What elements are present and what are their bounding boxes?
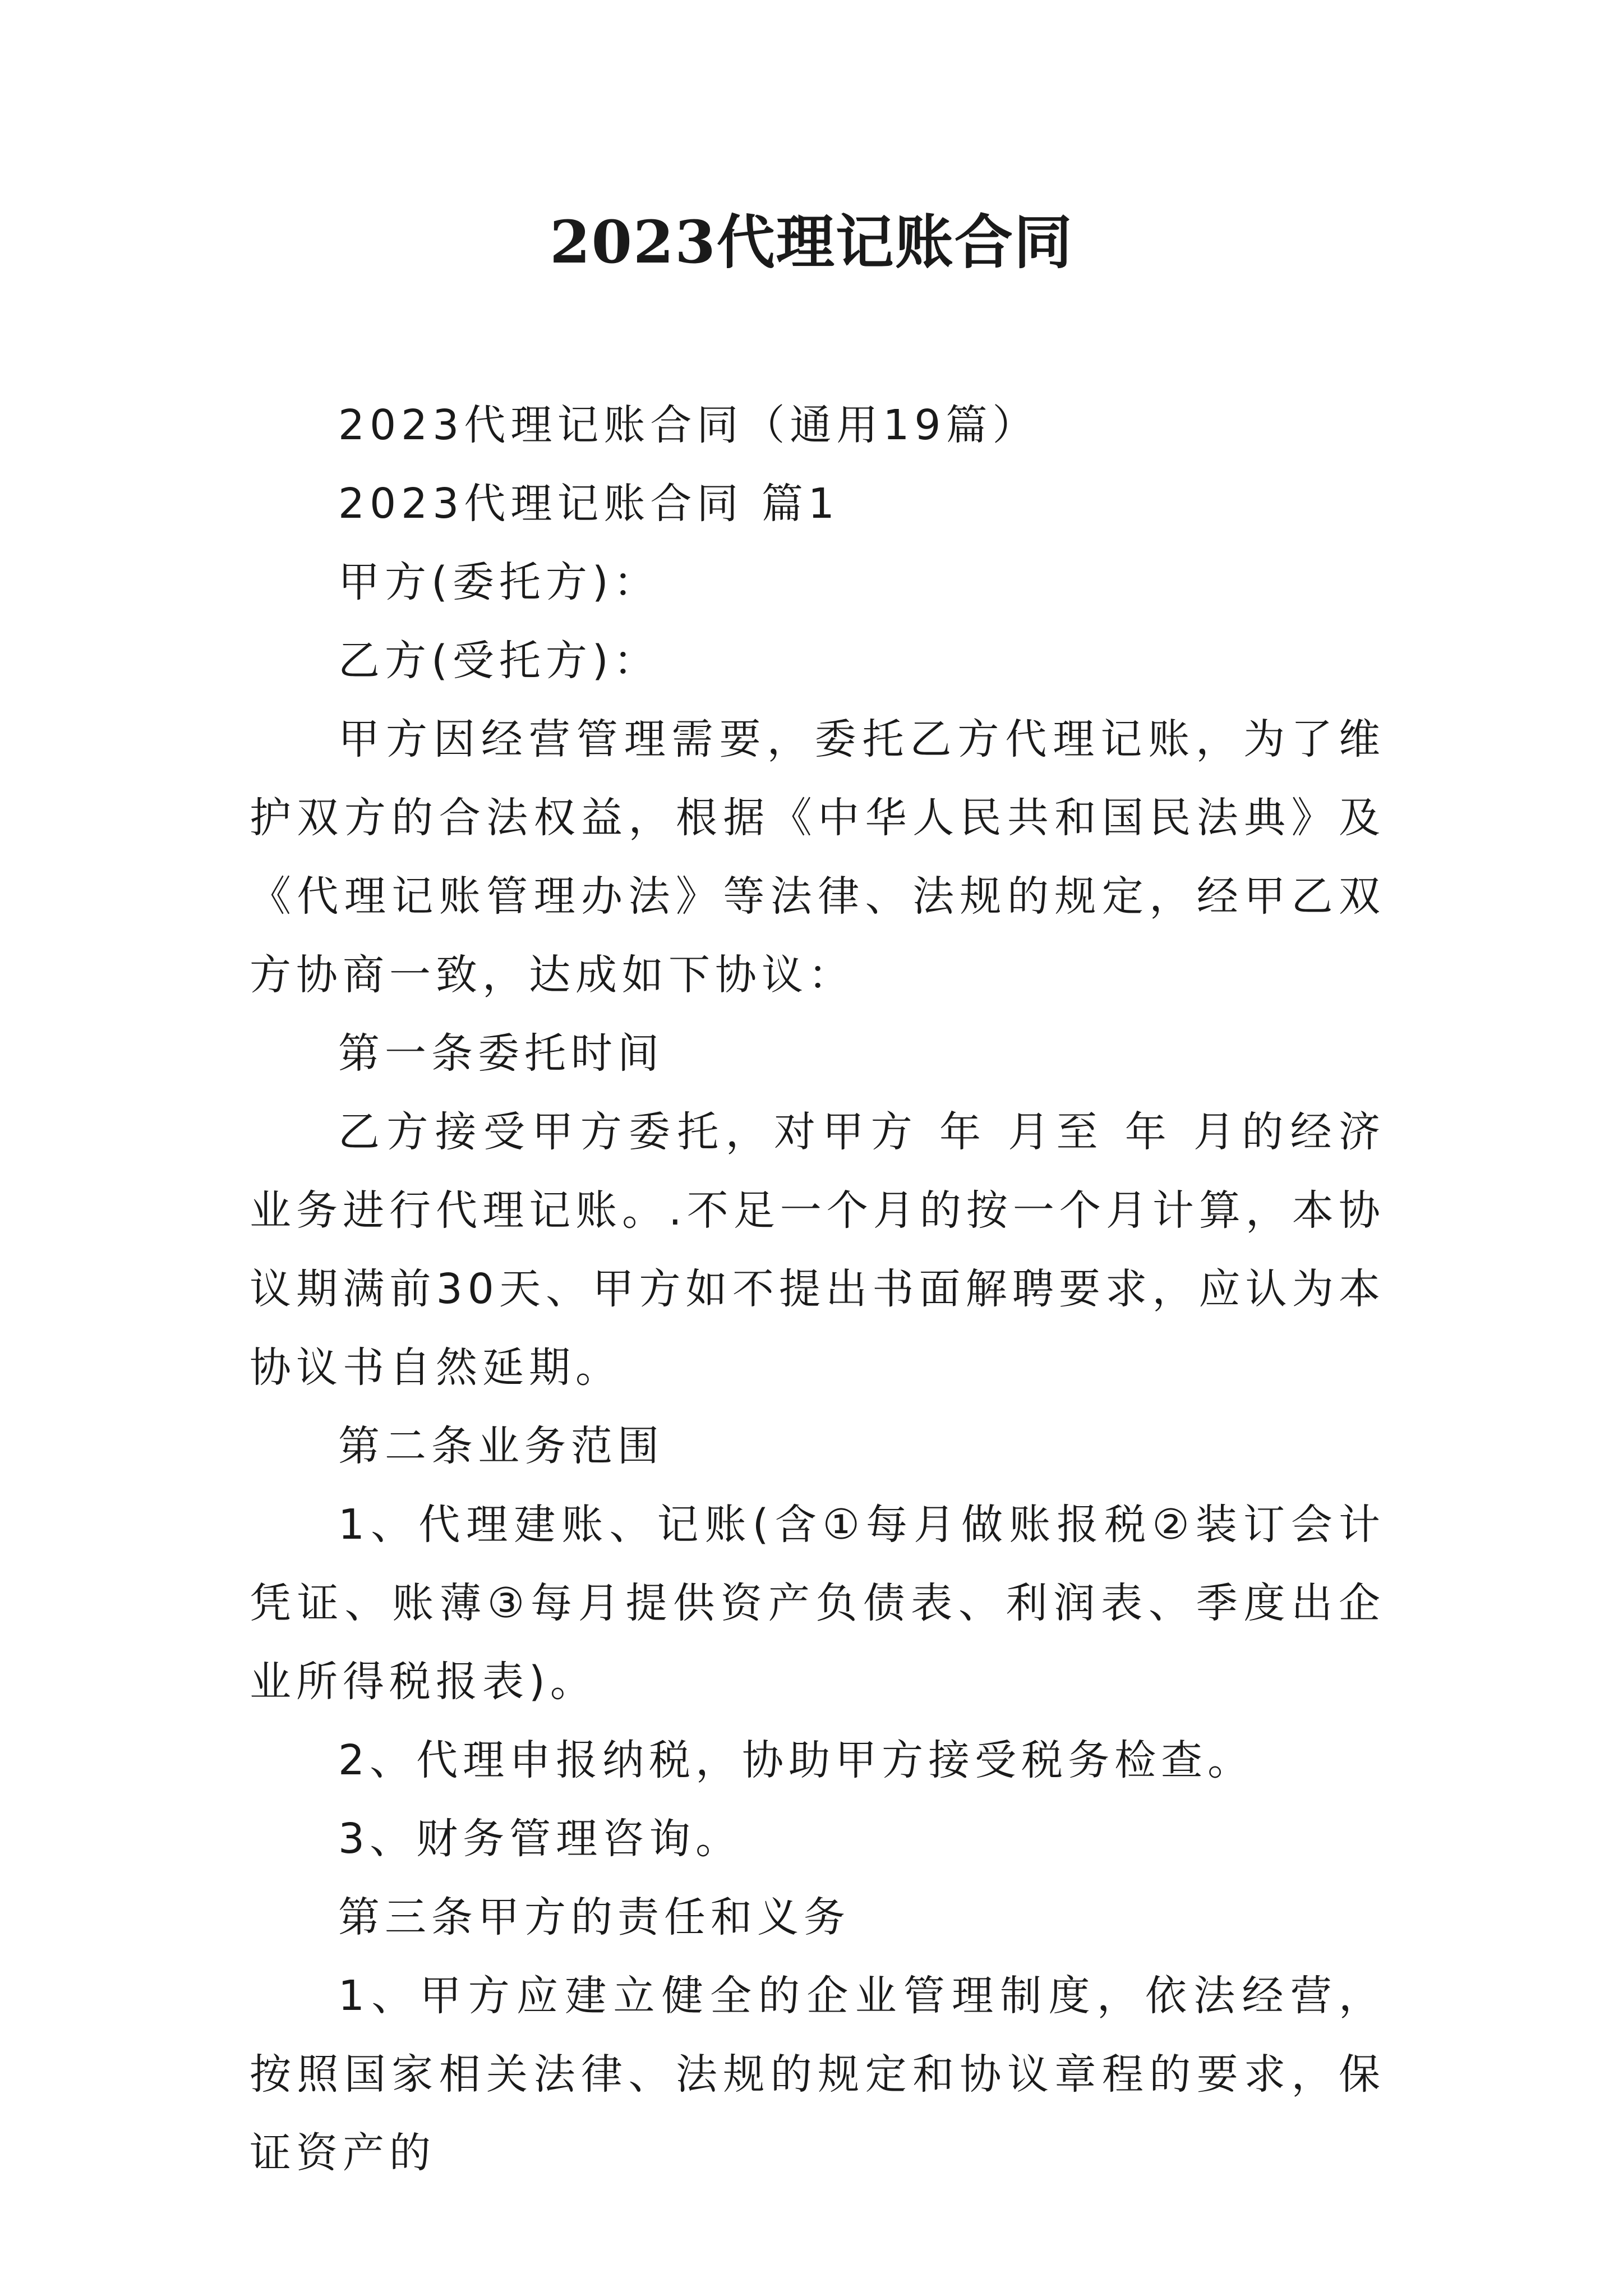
article-2-item-1: 1、代理建账、记账(含①每月做账报税②装订会计凭证、账薄③每月提供资产负债表、利润表、季度出企业所得税报表)。 — [250, 1501, 1385, 1706]
party-a-line: 甲方(委托方)： — [338, 558, 660, 606]
article-1-paragraph: 乙方接受甲方委托，对甲方 年 月至 年 月的经济业务进行代理记账。.不足一个月的按一个月计算，本协议期满前30天、甲方如不提出书面解聘要求，应认为本协议书自然延期。 — [250, 1108, 1385, 1392]
party-b-line: 乙方(受托方)： — [338, 637, 660, 685]
section-heading-part-1: 2023代理记账合同 篇1 — [338, 480, 840, 528]
document-title: 2023代理记账合同 — [550, 208, 1073, 277]
article-1-heading: 第一条委托时间 — [338, 1029, 664, 1078]
article-2-heading: 第二条业务范围 — [338, 1422, 664, 1470]
article-3-item-1: 1、甲方应建立健全的企业管理制度，依法经营，按照国家相关法律、法规的规定和协议章程的要求，保证资产的 — [250, 1972, 1385, 2177]
article-2-item-2: 2、代理申报纳税，协助甲方接受税务检查。 — [338, 1736, 1255, 1784]
article-2-item-3: 3、财务管理咨询。 — [338, 1815, 743, 1863]
subtitle-paragraph: 2023代理记账合同（通用19篇） — [338, 401, 1039, 449]
article-3-heading: 第三条甲方的责任和义务 — [338, 1893, 850, 1941]
document-body — [250, 386, 1385, 2192]
preamble-paragraph: 甲方因经营管理需要，委托乙方代理记账，为了维护双方的合法权益，根据《中华人民共和国民法典》及《代理记账管理办法》等法律、法规的规定，经甲乙双方协商一致，达成如下协议： — [250, 715, 1385, 999]
